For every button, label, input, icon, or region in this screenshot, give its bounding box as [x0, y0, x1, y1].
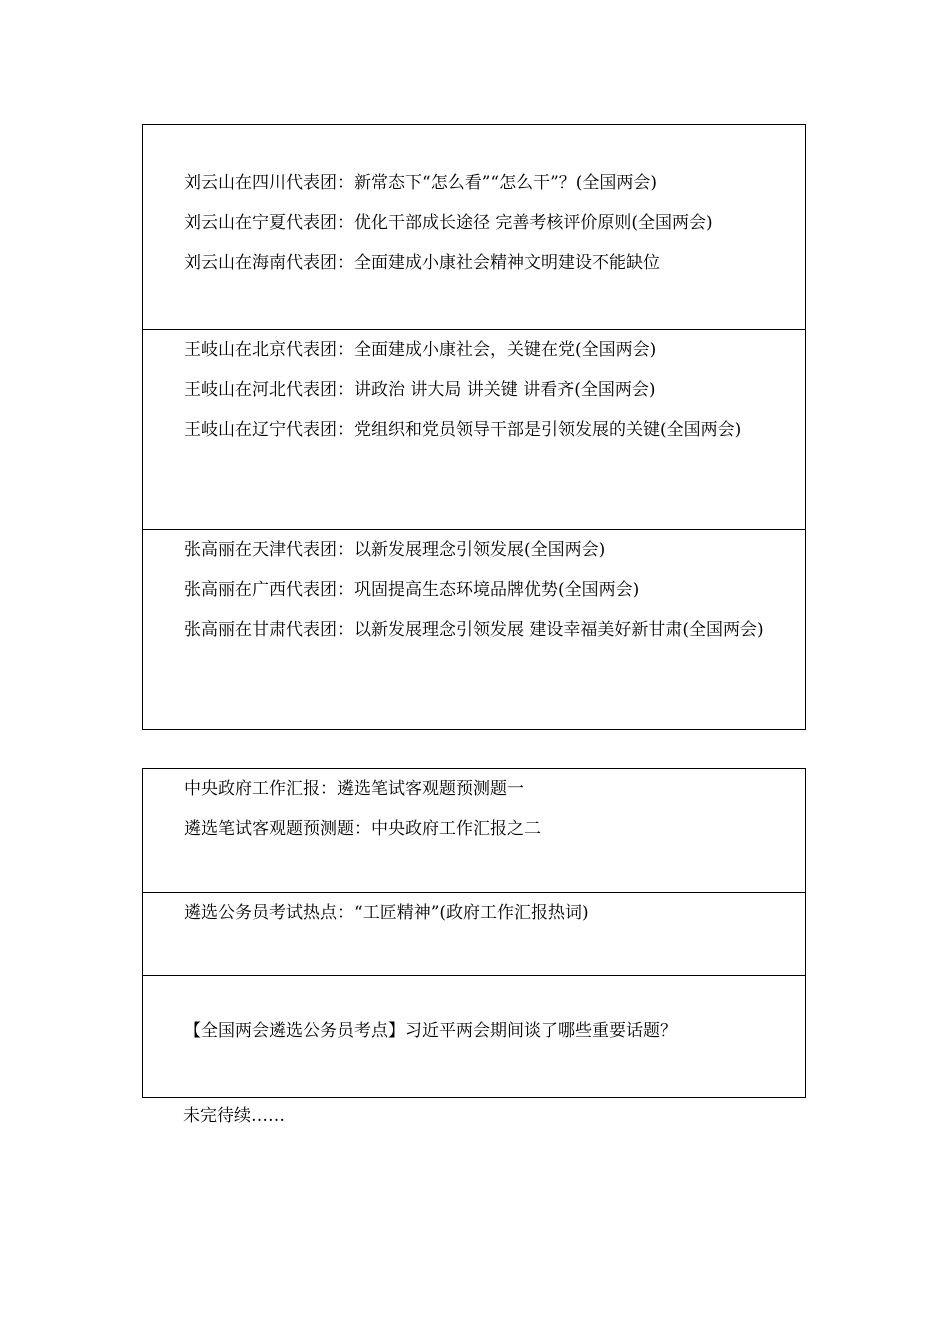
- list-item: 王岐山在河北代表团：讲政治 讲大局 讲关键 讲看齐(全国两会): [184, 380, 656, 400]
- list-item: 刘云山在四川代表团：新常态下“怎么看”“怎么干”？(全国两会): [184, 173, 658, 193]
- table-cell-government-report: [143, 769, 805, 892]
- list-item: 张高丽在广西代表团：巩固提高生态环境品牌优势(全国两会): [184, 580, 640, 600]
- list-item: 王岐山在北京代表团：全面建成小康社会，关键在党(全国两会): [184, 340, 657, 360]
- table-bottom: [142, 768, 806, 1098]
- table-cell-exam-points: [143, 975, 805, 1097]
- table-cell-zhang-gaoli: [143, 529, 805, 729]
- list-item: 刘云山在宁夏代表团：优化干部成长途径 完善考核评价原则(全国两会): [184, 213, 713, 233]
- list-item: 张高丽在天津代表团：以新发展理念引领发展(全国两会): [184, 540, 606, 560]
- list-item: 遴选公务员考试热点：“工匠精神”(政府工作汇报热词): [184, 903, 589, 923]
- table-cell-wang-qishan: [143, 329, 805, 529]
- list-item: 刘云山在海南代表团：全面建成小康社会精神文明建设不能缺位: [184, 253, 660, 273]
- table-top: [142, 124, 806, 730]
- to-be-continued-text: 未完待续……: [183, 1106, 285, 1126]
- table-cell-liu-yunshan: [143, 125, 805, 329]
- list-item: 张高丽在甘肃代表团：以新发展理念引领发展 建设幸福美好新甘肃(全国两会): [184, 620, 764, 640]
- table-cell-hot-topic: [143, 892, 805, 975]
- list-item: 王岐山在辽宁代表团：党组织和党员领导干部是引领发展的关键(全国两会): [184, 420, 742, 440]
- list-item: 中央政府工作汇报：遴选笔试客观题预测题一: [184, 779, 524, 799]
- list-item: 遴选笔试客观题预测题：中央政府工作汇报之二: [184, 819, 541, 839]
- list-item: 【全国两会遴选公务员考点】习近平两会期间谈了哪些重要话题？: [184, 1021, 677, 1041]
